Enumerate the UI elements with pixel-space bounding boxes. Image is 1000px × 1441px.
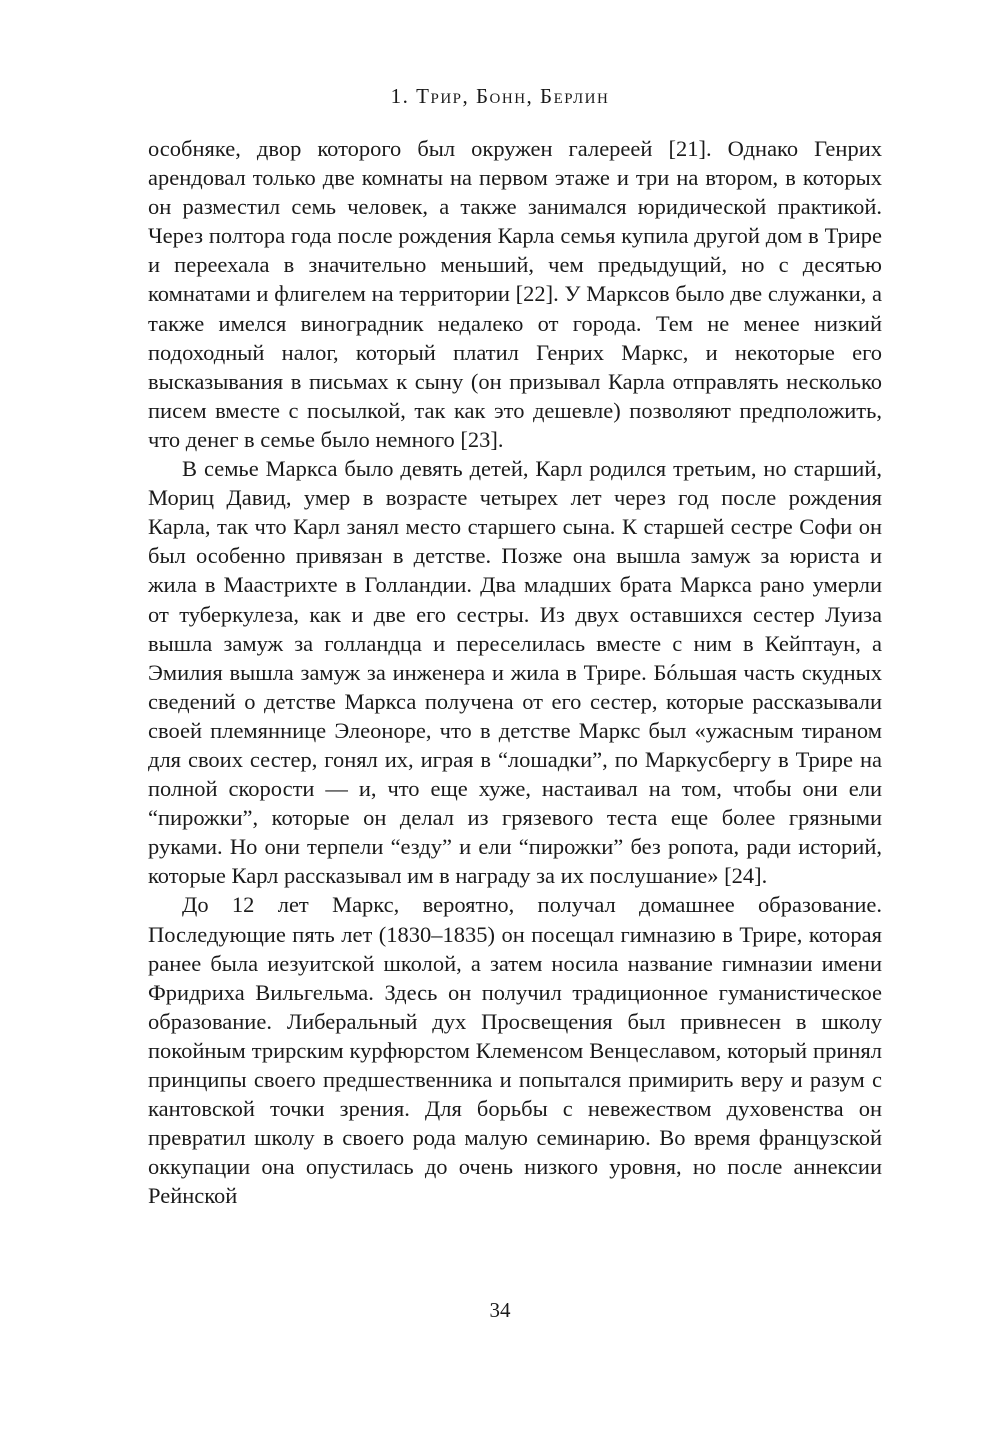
- running-head: 1. Трир, Бонн, Берлин: [390, 84, 610, 108]
- page-number: 34: [489, 1298, 511, 1322]
- paragraph-continuation: особняке, двор которого был окружен галереей [21]. Однако Генрих арендовал только две комнаты на первом этаже и три на втором, в которых он разместил семь человек, а также занимался юридической практикой. Через полтора года после рождения Карла семья купила другой дом в Трире и переехала в значительно меньший, чем предыдущий, но с десятью комнатами и флигелем на территории [22]. У Марксов было две служанки, а также имелся виноградник недалеко от города. Тем не менее низкий подоходный налог, который платил Генрих Маркс, и некоторые его высказывания в письмах к сыну (он призывал Карла отправлять несколько писем вместе с посылкой, так как это дешевле) позволяют предположить, что денег в семье было немного [23].: [148, 136, 882, 452]
- paragraph-gymnasium: До 12 лет Маркс, вероятно, получал домашнее образование. Последующие пять лет (1830–1835) он посещал гимназию в Трире, которая ранее была иезуитской школой, а затем носила название гимназии имени Фридриха Вильгельма. Здесь он получил традиционное гуманистическое образование. Либеральный дух Просвещения был привнесен в школу покойным трирским курфюрстом Клеменсом Венцеславом, который принял принципы своего предшественника и попытался примирить веру и разум с кантовской точки зрения. Для борьбы с невежеством духовенства он превратил школу в своего рода малую семинарию. Во время французской оккупации она опустилась до очень низкого уровня, но после аннексии Рейнской: [148, 892, 882, 1209]
- body-text: [148, 134, 882, 1210]
- paragraph-marx-siblings: В семье Маркса было девять детей, Карл родился третьим, но старший, Мориц Давид, умер в возрасте четырех лет через год после рождения Карла, так что Карл занял место старшего сына. К старшей сестре Софи он был особенно привязан в детстве. Позже она вышла замуж за юриста и жила в Маастрихте в Голландии. Два младших брата Маркса рано умерли от туберкулеза, как и две его сестры. Из двух оставшихся сестер Луиза вышла замуж за голландца и переселилась вместе с ним в Кейптаун, а Эмилия вышла замуж за инженера и жила в Трире. Бóльшая часть скудных сведений о детстве Маркса получена от его сестер, которые рассказывали своей племяннице Элеоноре, что в детстве Маркс был «ужасным тираном для своих сестер, гонял их, играя в “лошадки”, по Маркусбергу в Трире на полной скорости — и, что еще хуже, настаивал на том, чтобы они ели “пирожки”, которые он делал из грязевого теста еще более грязными руками. Но они терпели “езду” и ели “пирожки” без ропота, ради историй, которые Карл рассказывал им в награду за их послушание» [24].: [148, 456, 882, 889]
